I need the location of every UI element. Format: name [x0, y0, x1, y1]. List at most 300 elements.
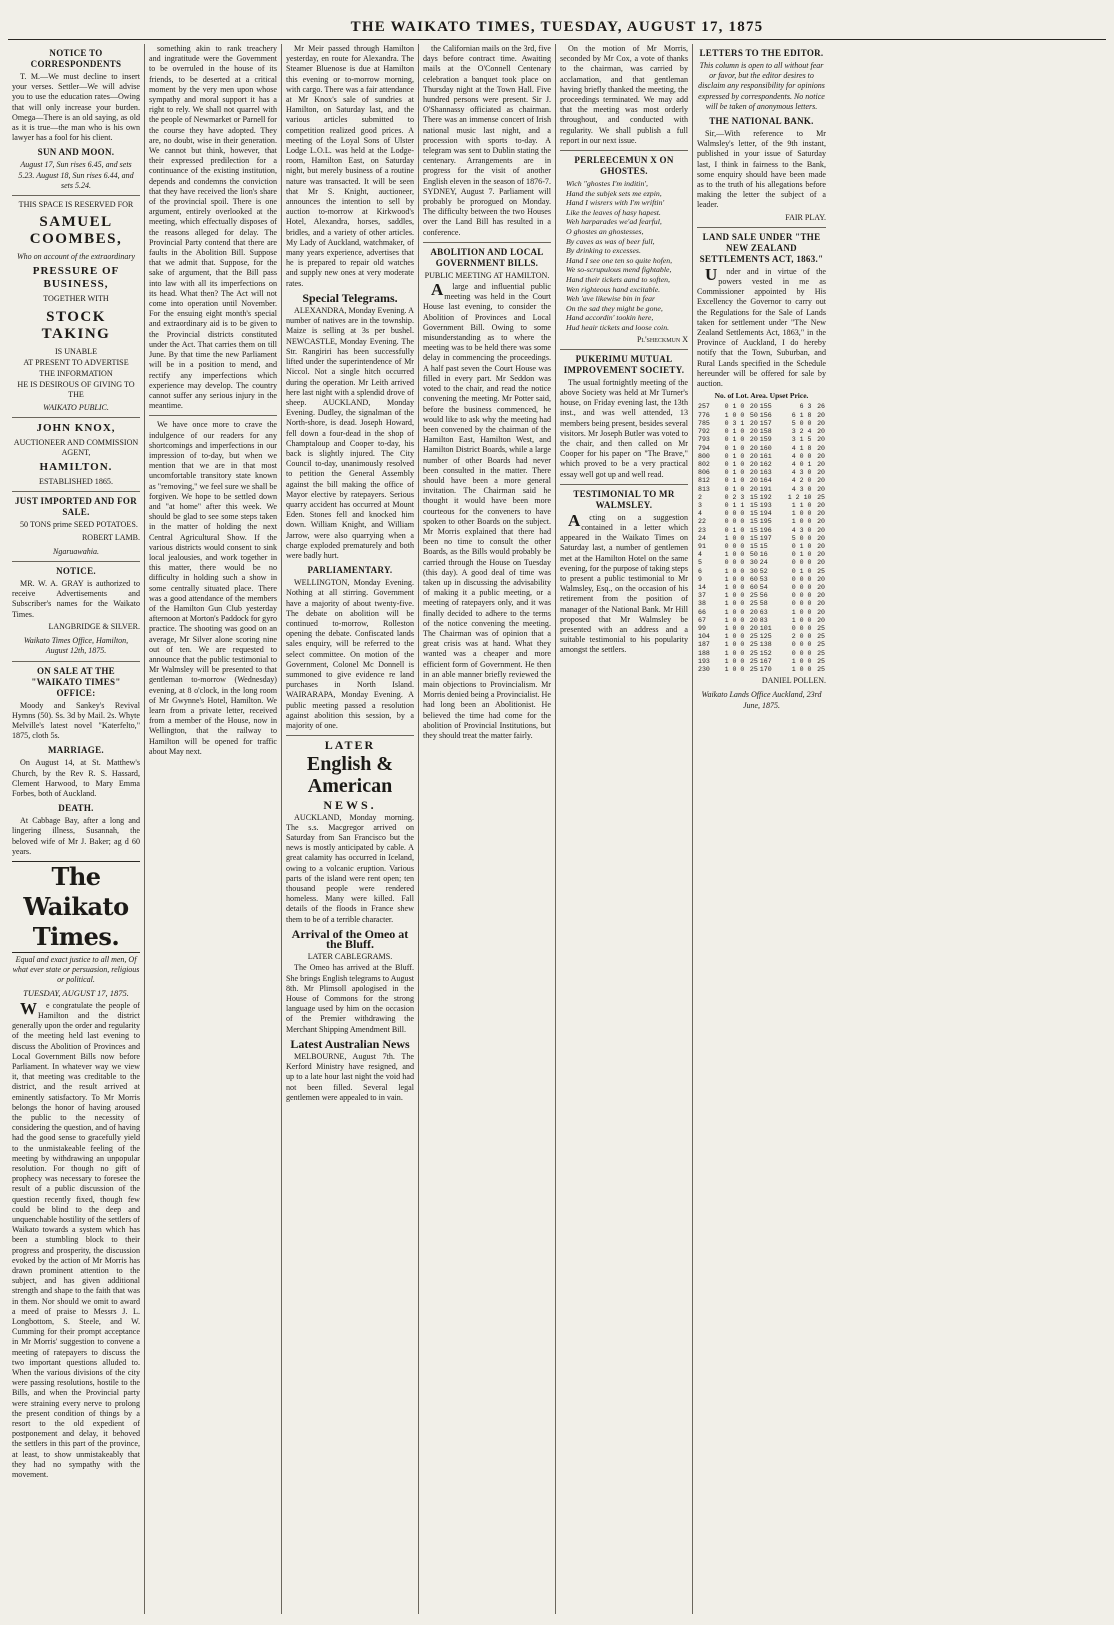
lot-cell: 20: [749, 616, 758, 624]
lot-cell: 0 1 0: [791, 542, 812, 550]
lot-cell: 230: [698, 665, 710, 673]
lot-cell: 4 0 1: [791, 460, 812, 468]
lot-cell: 194: [759, 510, 772, 518]
lot-cell: 20: [817, 436, 825, 444]
lot-cell: 20: [749, 624, 758, 632]
lot-cell: 0 2 3: [724, 493, 745, 501]
ad-information: THE INFORMATION: [39, 369, 113, 379]
lot-cell: 20: [817, 583, 825, 591]
lots-title: No. of Lot. Area. Upset Price.: [714, 391, 809, 401]
lot-cell: 812: [698, 477, 710, 485]
lot-cell: 792: [698, 428, 710, 436]
lot-cell: 158: [759, 428, 772, 436]
lot-cell: 20: [817, 469, 825, 477]
lot-cell: 16: [759, 551, 768, 559]
lot-cell: 20: [817, 460, 825, 468]
lot-cell: 20: [817, 485, 825, 493]
lot-cell: 6: [698, 567, 702, 575]
lot-row: [697, 469, 826, 477]
lot-row: [697, 420, 826, 428]
lands-office-dateline: Waikato Lands Office Auckland, 23rd June, 1875.: [701, 690, 822, 710]
tons-text: 50 TONS prime SEED POTATOES.: [20, 520, 138, 530]
lot-cell: 20: [749, 469, 758, 477]
lot-cell: 1 0 0: [724, 592, 745, 600]
lot-cell: 170: [759, 665, 772, 673]
lot-cell: 1 0 0: [724, 641, 745, 649]
local-news: We have once more to crave the indulgence of our readers for any shortcomings and imperfections in our impression of to-day, but when we mention that we are in that most uncomfortable transitory state known as "removing," we feel sure we shall be forgiven. We hope to be settled down and "at home" after this week. We should be glad to see some steps taken in the matter of holding the next Central Agricultural Show. If the various districts would consent to sink local jealousies, and work together in this matter, there would be no difficulty in holding such a show in some centrally situated place. There was a good attendance of the members of the Hamilton Gun Club yesterday afternoon at Morton's Paddock for gyro practice. The shooting was good on an average, Mr Silver alone scoring nine out of ten. We are requested to announce that the public testimonial to Mr Walmsley will be presented to that gentleman to-morrow (Wednesday) evening, at 8 o'clock, in the long room of Mr Gwynne's Hotel, Hamilton. We learn from a private letter, received from a member of the House, now in Wellington, that the railway to Hamilton will be opened for traffic about May next.: [149, 420, 278, 756]
pukerimu-heading: PUKERIMU MUTUAL IMPROVEMENT SOCIETY.: [563, 353, 685, 375]
lot-row: [697, 502, 826, 510]
lot-cell: 15: [749, 518, 758, 526]
divider: [697, 227, 826, 228]
lot-cell: 20: [817, 518, 825, 526]
telegrams-text: ALEXANDRA, Monday Evening. A number of natives are in the township. Maize is selling at 3s per bushel. NEWCASTLE, Monday Evening. The Str. Rangiriri has been successfully lifted under the superintendence of Mr Niccol. Not a single hitch occurred during the operation. Mr Leith arrived here last night with a splendid drove of sheep. AUCKLAND, Monday Evening. Dudley, the signalman of the North-shore, is dead. Joseph Howard, fell down a four-dead in the shop of Champtaloup and Cooper to-day, his back is slightly injured. The City Council to-day, unanimously resolved to petition the General Assembly against the bill making the office of Mayor elective by ratepayers. Serious quarry accident has occurred at Mount Eden. Stones fell and knocked him down. William Knight, and William Jarrow, were also quarrying when a charge exploded prematurely and both were badly hurt.: [286, 306, 414, 560]
lot-cell: 4 3 0: [791, 485, 812, 493]
ad-pressure: PRESSURE OF BUSINESS,: [32, 265, 120, 291]
lot-cell: 138: [759, 641, 772, 649]
bank-heading: THE NATIONAL BANK.: [709, 116, 814, 127]
lot-row: [697, 568, 826, 576]
lot-cell: 0 1 0: [724, 403, 745, 411]
lot-cell: 25: [749, 665, 758, 673]
lot-cell: 0 0 0: [791, 624, 812, 632]
lot-cell: 157: [759, 419, 772, 427]
lot-cell: 20: [817, 616, 825, 624]
land-sale-text: Under and in virtue of the powers vested in me as Commissioner appointed by His Excellency the Governor to carry out the Regulations for the Sale of Lands taken for settlement under "The New Zealand Settlements Act, 1863," in the Province of Auckland, I do hereby notify that the Town, Suburban, and Rural Lands specified in the Schedule hereunder will be offered for sale by auction.: [697, 264, 826, 389]
divider: [12, 561, 140, 562]
lot-cell: 22: [698, 518, 706, 526]
lot-cell: 30: [749, 559, 758, 567]
lot-cell: 164: [759, 477, 772, 485]
lot-cell: 163: [759, 469, 772, 477]
lot-cell: 159: [759, 436, 772, 444]
lot-cell: 1 0 0: [724, 633, 745, 641]
lot-cell: 1 0 0: [791, 608, 812, 616]
lot-cell: 1 0 0: [724, 608, 745, 616]
lot-cell: 0 0 0: [724, 542, 745, 550]
ad-stock: STOCK TAKING: [41, 308, 111, 342]
death-text: At Cabbage Bay, after a long and lingering illness, Susannah, the beloved wife of Mr J. Baker; ag d 60 years.: [12, 816, 140, 856]
lot-cell: 20: [817, 526, 825, 534]
lot-cell: 1 0 0: [724, 624, 745, 632]
lot-cell: 1 2 10: [787, 493, 812, 501]
divider: [423, 242, 551, 243]
lot-cell: 1 0 0: [724, 616, 745, 624]
ad-knox: JOHN KNOX,: [36, 421, 116, 434]
imported-heading: JUST IMPORTED AND FOR SALE.: [14, 496, 138, 518]
column-2: [145, 44, 282, 1614]
column-4: [419, 44, 556, 1614]
newspaper-nameplate: The Waikato Times.: [12, 861, 140, 953]
lot-cell: 20: [749, 477, 758, 485]
lot-cell: 20: [749, 419, 758, 427]
bank-letter: Sir,—With reference to Mr Walmsley's letter, of the 9th instant, published in your issue of Saturday last, I think in fairness to the Bank, some enquiry should have been made as to the truth of his allegations before making the letter the subject of a leader.: [697, 129, 826, 210]
lot-cell: 0 1 0: [724, 436, 745, 444]
lot-cell: 25: [817, 624, 825, 632]
lot-cell: 4 2 0: [791, 477, 812, 485]
lot-cell: 162: [759, 460, 772, 468]
lot-cell: 99: [698, 624, 706, 632]
later-label: LATER: [324, 738, 376, 753]
lot-cell: 1 0 0: [791, 518, 812, 526]
lot-cell: 0 0 0: [791, 559, 812, 567]
lot-cell: 155: [759, 403, 772, 411]
lot-cell: 15: [749, 493, 758, 501]
lot-cell: 0 0 0: [791, 583, 812, 591]
ad-hamilton: HAMILTON.: [39, 461, 113, 474]
lot-cell: 1 0 0: [724, 649, 745, 657]
lot-cell: 0 0 0: [724, 559, 745, 567]
lot-cell: 20: [817, 575, 825, 583]
lot-cell: 1 0 0: [791, 616, 812, 624]
lot-cell: 25: [817, 665, 825, 673]
lot-cell: 20: [817, 551, 825, 559]
lot-cell: 20: [817, 419, 825, 427]
walmsley-heading: TESTIMONIAL TO MR WALMSLEY.: [573, 488, 675, 510]
lot-cell: 20: [749, 485, 758, 493]
letters-note: This column is open to all without fear or favor, but the editor desires to disclaim any responsibility for opinions expressed by correspondents. No notice will be taken of anonymous letters.: [698, 61, 825, 111]
lot-row: [697, 535, 826, 543]
ad-auctioneer: AUCTIONEER AND COMMISSION AGENT,: [13, 437, 139, 458]
land-sale-heading: LAND SALE UNDER "THE NEW ZEALAND SETTLEMENTS ACT, 1863.": [699, 231, 824, 264]
lot-cell: 794: [698, 444, 710, 452]
lot-cell: 30: [749, 567, 758, 575]
lot-cell: 1 0 0: [724, 583, 745, 591]
lot-cell: 66: [698, 608, 706, 616]
lot-row: [697, 641, 826, 649]
lot-cell: 20: [817, 534, 825, 542]
lot-cell: 1 0 0: [724, 534, 745, 542]
parliamentary-text: WELLINGTON, Monday Evening. Nothing at all stirring. Government have a majority of about twenty-five. The debate on abolition will be continued to-morrow, Rolleston opening the debate. Confiscated lands sales enquiry, will be referred to the select committee. On motion of the Government, Colonel Mc Donnell is summoned to give evidence re land purchases in North Island. WAIRARAPA, Monday Evening. A public meeting passed a resolution against abolition this session, by a majority of one.: [286, 578, 414, 730]
lot-cell: 161: [759, 452, 772, 460]
news-label: NEWS.: [323, 798, 377, 813]
lot-cell: 800: [698, 452, 710, 460]
news-text: AUCKLAND, Monday morning. The s.s. Macgregor arrived on Saturday from San Francisco but the news is mostly anticipated by cable. A great calamity has occurred in Iceland, owing to a volcanic eruption. Various parts of the island were rent open; ten thousand people were rendered homeless. Many were killed. Fall details of the floods in France shew them to be of a terrible character.: [286, 812, 414, 924]
lot-cell: 25: [817, 657, 825, 665]
ad-advertise: AT PRESENT TO ADVERTISE: [23, 357, 129, 367]
lot-cell: 0 1 0: [724, 460, 745, 468]
ghostes-heading: PERLEECEMUN X ON GHOSTES.: [574, 155, 674, 177]
walmsley-text: Acting on a suggestion contained in a letter which appeared in the Waikato Times on Saturday last, a number of gentlemen met at the Hamilton Hotel on the same evening, for the purpose of taking steps to present a public testimonial to Mr Walmsley, Esq., on the occasion of his retirement from the position of manager of the National Bank. Mr Hill proposed that Mr Walmsley be presented with an address and a suitable testimonial to his popularity amongst the settlers.: [560, 510, 688, 655]
local-items: Mr Meir passed through Hamilton yesterday, en route for Alexandra. The Steamer Bluenose is due at Hamilton this evening or to-morrow morning, with cargo. There was a fair attendance at Mr Knox's sale of sundries at Hamilton, on Saturday last, and the various articles submitted to competition realized good prices. A meeting of the Loyal Sons of Ulster Lodge L.O.L. was held at the Lodge-room, Hamilton East, on Saturday night, but merely business of a routine nature was transacted. It will be seen that Mr S. Knight, auctioneer, announces the intention to sell by auction to-morrow at Kirkwood's Hotel, Alexandra, horses, saddles, bridles, and a variety of other articles. My Lady of Auckland, watchmaker, of many years experience, advertises that he is prepared to repair old watches and supply new ones at very moderate rates.: [286, 44, 414, 288]
divider: [12, 417, 140, 418]
lot-row: [697, 551, 826, 559]
pukerimu-text: The usual fortnightly meeting of the above Society was held at Mr Turner's house, on Friday evening last, the 13th inst., and was well attended, 13 members being present, besides several visitors. Mr Joseph Butler was voted to the chair, and then called on Mr Cooper for his paper on "The Brave," which proved to be a very practical essay well got up and well read.: [560, 377, 688, 479]
lot-cell: 0 0 0: [791, 592, 812, 600]
lot-cell: 5 0 0: [791, 419, 812, 427]
ad-public: WAIKATO PUBLIC.: [43, 402, 109, 412]
lot-cell: 1 1 0: [791, 501, 812, 509]
lot-cell: 1 0 0: [724, 411, 745, 419]
lot-cell: 0 1 0: [724, 526, 745, 534]
lot-cell: 15: [759, 542, 768, 550]
lot-cell: 60: [749, 583, 758, 591]
lot-row: [697, 510, 826, 518]
nameplate-motto: Equal and exact justice to all men, Of what ever state or persuasion, religious or political.: [12, 954, 140, 985]
lot-cell: 776: [698, 411, 710, 419]
lot-cell: 1 0 0: [791, 657, 812, 665]
lot-cell: 2: [698, 493, 702, 501]
lot-cell: 20: [817, 444, 825, 452]
lot-cell: 0 0 0: [791, 649, 812, 657]
lot-row: [697, 428, 826, 436]
omeo-subheading: LATER CABLEGRAMS.: [307, 952, 393, 962]
lot-cell: 15: [749, 501, 758, 509]
lot-cell: 23: [698, 526, 706, 534]
death-heading: DEATH.: [58, 803, 94, 814]
divider: [12, 195, 140, 196]
lot-cell: 197: [759, 534, 772, 542]
lot-cell: 3 2 4: [791, 428, 812, 436]
parliamentary-heading: PARLIAMENTARY.: [307, 565, 393, 576]
lot-cell: 15: [749, 526, 758, 534]
lot-cell: 20: [749, 444, 758, 452]
lot-cell: 20: [817, 559, 825, 567]
lot-cell: 4: [698, 551, 702, 559]
ngaruawahia: Ngaruawahia.: [52, 546, 99, 556]
lot-cell: 25: [749, 633, 758, 641]
lot-row: [697, 494, 826, 502]
lot-row: [697, 453, 826, 461]
lot-cell: 101: [759, 624, 772, 632]
lot-cell: 38: [698, 600, 706, 608]
lot-cell: 196: [759, 526, 772, 534]
lot-cell: 0 0 0: [791, 575, 812, 583]
lot-cell: 20: [817, 501, 825, 509]
lot-cell: 20: [749, 428, 758, 436]
divider: [12, 491, 140, 492]
lot-cell: 1 0 0: [724, 551, 745, 559]
lot-cell: 806: [698, 469, 710, 477]
lot-cell: 1 0 0: [791, 665, 812, 673]
lot-cell: 15: [749, 534, 758, 542]
ad-reserved: THIS SPACE IS RESERVED FOR: [18, 200, 134, 210]
lot-cell: 20: [817, 477, 825, 485]
lot-cell: 5 0 0: [791, 534, 812, 542]
lot-cell: 20: [817, 600, 825, 608]
lot-cell: 20: [817, 428, 825, 436]
lot-cell: 20: [817, 608, 825, 616]
lot-cell: 4 1 8: [791, 444, 812, 452]
lot-cell: 15: [749, 510, 758, 518]
australian-heading: Latest Australian News: [290, 1036, 410, 1051]
column-1: [8, 44, 145, 1614]
editorial-text: We congratulate the people of Hamilton and the district generally upon the order and regularity of the meeting held last evening to discuss the Abolition of Provinces and Local Government Bills now before Parliament. In whatever way we view it, that meeting was creditable to the district, and the result arrived at eminently satisfactory. To Mr Morris belongs the honor of having aroused the public to the necessity of considering the question, and of having had the good sense to gracefully yield to the unmistakeable feeling of the meeting by withdrawing an unpopular resolution. For though no gift of prophecy was necessary to foresee the result of a public discussion of the question recently fixed, though few could be blind to the deep and unquenchable hostility of the settlers of Waikato towards a system which has been a stumbling block to their progress and prosperity, the discussion evoked by the action of Mr Morris has drawn prominent attention to the subject, and has given additional strength and shape to the faith that was in them. Nor should we omit to award a meed of praise to Messrs J. L. Longbottom, S. Steele, and W. Cumming for their prompt acceptance in Mr Morris' suggestion to convene a meeting of ratepayers to discuss the two important questions alluded to. When the various divisions of the city were passing resolutions, hostile to the Bills, and when the Provincial party were straining every nerve to prolong the present condition of things by a resort to the old expedient of postponement and delay, it behoved the settlers in this part of the province, at least, to show unmistakeably that they had no sympathy with the movement.: [12, 998, 140, 1480]
lot-cell: 3: [698, 501, 702, 509]
abolition-text: Alarge and influential public meeting was held in the Court House last evening, to consider the Abolition of Provinces and Local Government Bill. Owing to some misunderstanding as to where the meeting was to be held there was some delay in commencing the proceedings. A half past seven the Court House was filled in every part. Mr Seddon was voted to the chair, and read the notice convening the meeting. Mr Potter said, before the business commenced, he would like to ask why the meeting had been convened by the chairman of the Hamilton East, Hamilton West, and Hamilton District Boards, while a large number of other Boards had never been consulted in the matter. There should have been a more general invitation. The Chairman said he thought it would have been more courteous for the conveners to have spoken to other Boards on the subject. Mr Morris explained that there had been no time to consult the other Boards, as the Bills would probably be carried through the House on Tuesday (this day). A good deal of time was taken up in discussing the advisability of making it a public meeting, or a meeting of ratepayers only, and it was finally decided to adhere to the terms of the notice convening the meeting. The Chairman was of opinion that a great crisis was at hand. What they wanted was a cheaper and more efficient form of Government. He then in an able manner briefly reviewed the main objections to Provincialism. Mr Morris denied being a Provincialist. He had long been an Abolitionist. He believed the time had come for the abolition of Provincial Institutions, but they should treat the matter fairly.: [423, 280, 551, 740]
lot-cell: 0 1 0: [724, 485, 745, 493]
lot-cell: 50: [749, 551, 758, 559]
lot-cell: 191: [759, 485, 772, 493]
lot-cell: 4 3 0: [791, 469, 812, 477]
lot-cell: 813: [698, 485, 710, 493]
lot-cell: 9: [698, 575, 702, 583]
lot-cell: 25: [749, 641, 758, 649]
divider: [149, 415, 277, 416]
lot-cell: 0 1 0: [791, 567, 812, 575]
lot-cell: 4 0 0: [791, 452, 812, 460]
lot-cell: 1 0 0: [791, 510, 812, 518]
office-dateline: Waikato Times Office, Hamilton, August 12th, 1875.: [23, 636, 129, 656]
lot-row: [697, 658, 826, 666]
lot-cell: 193: [759, 501, 772, 509]
editorial-continued: something akin to rank treachery and ingratitude were the Government to be overruled in the house of its friends, to be deserted at a critical moment by the very men upon whose sympathy and moral support it has a right to rely. We shall not quarrel with the people of Newmarket or Parnell for the course they have adopted. They are, no doubt, wise in their generation. We cannot but think, however, that their expressed predilection for a continuance of the existing institution, depends and condemns the conviction that they have received the lion's share of the provincial spoil. There is one argument, entirely overlooked at the meeting, which effectually disposes of the reasons alleged for delay. The Provincial Party contend that there are faults in the Abolition Bill. Suppose that we admit that. Suppose, for the sake of argument, that the Bill pass into law with all its imperfections on its head. What then? The Act will not come into operation until November. For the ensuing eight month's special and extraordinary aid is to be given to the Provincial districts constituted under the Act. That carries them on till June. By that time the new Parliament will be in a position to mend, and rectify any imperfections which experience may develop. The country cannot suffer any serious injury in the meantime.: [149, 44, 277, 411]
lot-cell: 25: [749, 600, 758, 608]
column-3: [282, 44, 419, 1614]
lot-row: [697, 666, 826, 674]
poem-signature: Pl'sheckmun X: [636, 334, 688, 344]
lot-cell: 160: [759, 444, 772, 452]
lot-cell: 785: [698, 419, 710, 427]
gray-text: MR. W. A. GRAY is authorized to receive Advertisements and Subscriber's names for the Waikato Times.: [12, 579, 140, 619]
lot-cell: 257: [698, 403, 710, 411]
notice-text: T. M.—We must decline to insert your verses. Settler—We will advise you to use the education rates—Owing that will only increase your burden. Omega—There is an old saying, as old as it is true—the man who is his own lawyer has a fool for his client.: [12, 72, 140, 143]
lot-row: [697, 543, 826, 551]
marriage-text: On August 14, at St. Matthew's Church, by the Rev R. S. Hassard, Clement Harwood, to Mary Emma Forbes, both of Auckland.: [12, 758, 140, 798]
lot-cell: 20: [749, 452, 758, 460]
ad-extraordinary: Who on account of the extraordinary: [16, 252, 136, 262]
lot-cell: 83: [759, 616, 768, 624]
sun-moon-heading: SUN AND MOON.: [37, 147, 115, 158]
abolition-heading: ABOLITION AND LOCAL GOVERNMENT BILLS.: [430, 246, 544, 268]
lot-row: [697, 445, 826, 453]
lot-cell: 60: [749, 575, 758, 583]
lot-cell: 20: [817, 510, 825, 518]
langbridge-signature: LANGBRIDGE & SILVER.: [48, 621, 140, 631]
masthead-title: THE WAIKATO TIMES, TUESDAY, AUGUST 17, 1875: [350, 19, 764, 35]
lot-row: [697, 436, 826, 444]
lot-cell: 25: [817, 633, 825, 641]
lot-cell: 26: [817, 403, 825, 411]
lot-cell: 50: [749, 411, 758, 419]
omeo-heading: Arrival of the Omeo at the Bluff.: [291, 926, 409, 952]
lot-cell: 0 1 0: [724, 428, 745, 436]
lot-cell: 54: [759, 583, 768, 591]
lot-cell: 193: [698, 657, 710, 665]
lot-row: [697, 518, 826, 526]
lot-cell: 24: [759, 559, 768, 567]
lot-cell: 91: [698, 542, 706, 550]
sale-heading: ON SALE AT THE "WAIKATO TIMES" OFFICE:: [31, 665, 121, 698]
marriage-heading: MARRIAGE.: [48, 745, 104, 756]
lot-cell: 802: [698, 460, 710, 468]
lot-cell: 0 1 0: [724, 477, 745, 485]
column-5: [556, 44, 693, 1614]
lot-cell: 15: [749, 542, 758, 550]
lot-cell: 0 1 0: [724, 469, 745, 477]
lot-row: [697, 486, 826, 494]
editorial-dateline: TUESDAY, AUGUST 17, 1875.: [23, 987, 129, 998]
lamb-signature: ROBERT LAMB.: [81, 532, 140, 542]
lot-row: [697, 576, 826, 584]
lot-cell: 1 0 0: [724, 575, 745, 583]
lot-cell: 25: [817, 567, 825, 575]
australian-continued: the Californian mails on the 3rd, five days before contract time. Awaiting mails at the O'Connell Centenary celebration a banquet took place on Thursday night at the Town Hall. Five hundred persons were present. Sir J. O'Shannassy officiated as chairman. There was an immense concert of Irish national music last night, and a procession with sports to-day. A telegram was sent to Dublin stating the centenary. Arrangements are in progress for the visit of another English eleven in the season of 1876-7. SYDNEY, August 7. Parliament will probably be prorogued on Monday. The difficulty between the two Houses over the Land Bill has resulted in a conference.: [423, 44, 551, 237]
divider: [560, 150, 688, 151]
lot-cell: 192: [759, 493, 772, 501]
lot-row: [697, 403, 826, 411]
lot-cell: 1 0 0: [724, 567, 745, 575]
masthead: [8, 6, 1106, 40]
ad-desirous: HE IS DESIROUS OF GIVING TO THE: [17, 380, 135, 400]
abolition-subheading: PUBLIC MEETING AT HAMILTON.: [424, 270, 550, 280]
lot-cell: 5: [698, 559, 702, 567]
lot-cell: 1 0 0: [724, 665, 745, 673]
english-american-heading: English & American: [306, 753, 394, 798]
lot-cell: 0 0 0: [724, 510, 745, 518]
ad-unable: IS UNABLE: [54, 346, 98, 356]
lot-cell: 14: [698, 583, 706, 591]
lot-cell: 104: [698, 633, 710, 641]
lot-cell: 0 0 0: [791, 641, 812, 649]
notice2-heading: NOTICE.: [56, 566, 96, 577]
ad-coombes: SAMUEL COOMBES,: [29, 214, 123, 248]
lot-row: [697, 584, 826, 592]
lot-cell: 156: [759, 411, 772, 419]
lot-row: [697, 559, 826, 567]
lot-cell: 0 1 0: [724, 444, 745, 452]
lot-cell: 56: [759, 592, 768, 600]
bank-signature: FAIR PLAY.: [785, 212, 826, 222]
column-6: [693, 44, 830, 1614]
lot-cell: 195: [759, 518, 772, 526]
lot-cell: 2 0 0: [791, 633, 812, 641]
lot-cell: 20: [749, 436, 758, 444]
lot-cell: 6 3: [799, 403, 812, 411]
lot-cell: 4 3 0: [791, 526, 812, 534]
pollen-signature: DANIEL POLLEN.: [761, 676, 826, 686]
lot-cell: 0 0 0: [724, 518, 745, 526]
notice-heading: NOTICE TO CORRESPONDENTS: [30, 48, 122, 69]
ghostes-poem: Wich "ghostes I'm inditin', Hand the subjek sets me ezpin, Hand I wisrers with I'm wriftin' Like the leaves of hasy hapest. Weh harparades we'ad fearful, O ghostes an ghostesses, By caves as was of beer full, By drinking to excesses. Hand I see one ten so quite hofen, We so-scrupulous mend fightable, Hand their tickets aand to soften, Wen righteous hand excitable. Weh 'ave likewise bin in fear On the sad they might be gone, Hand accordin' tookin here, Hud heair tickets and loose coin.: [566, 179, 673, 332]
lot-row: [697, 609, 826, 617]
lot-cell: 25: [817, 649, 825, 657]
columns: [8, 44, 1106, 1614]
lot-cell: 4: [698, 510, 702, 518]
lot-cell: 25: [749, 657, 758, 665]
omeo-text: The Omeo has arrived at the Bluff. She brings English telegrams to August 8th. Mr Plimsoll apologised in the House of Commons for the strong language used by him on the occasion of the Premier withdrawing the Merchant Shipping Amendment Bill.: [286, 963, 414, 1034]
lot-cell: 1 0 0: [724, 600, 745, 608]
lots-table: [697, 403, 826, 674]
lot-cell: 188: [698, 649, 710, 657]
lot-row: [697, 461, 826, 469]
lot-cell: 20: [817, 452, 825, 460]
lot-row: [697, 633, 826, 641]
lot-cell: 20: [749, 460, 758, 468]
lot-row: [697, 625, 826, 633]
lot-row: [697, 527, 826, 535]
lot-cell: 0 1 1: [724, 501, 745, 509]
lot-cell: 0 1 0: [791, 551, 812, 559]
lot-cell: 0 0 0: [791, 600, 812, 608]
lot-cell: 37: [698, 592, 706, 600]
lot-cell: 25: [749, 649, 758, 657]
lot-cell: 24: [698, 534, 706, 542]
ad-established: ESTABLISHED 1865.: [39, 477, 113, 487]
telegrams-heading: Special Telegrams.: [302, 290, 398, 305]
lot-cell: 25: [817, 493, 825, 501]
divider: [12, 661, 140, 662]
lot-cell: 58: [759, 600, 768, 608]
lot-cell: 152: [759, 649, 772, 657]
divider: [560, 484, 688, 485]
lot-cell: 25: [749, 592, 758, 600]
lot-row: [697, 592, 826, 600]
lot-row: [697, 617, 826, 625]
lot-cell: 0 1 0: [724, 452, 745, 460]
lot-cell: 125: [759, 633, 772, 641]
meeting-conclusion: On the motion of Mr Morris, seconded by Mr Cox, a vote of thanks to the chairman, was carried by acclamation, and that gentleman having briefly thanked the meeting, the proceedings terminated. We may add that the meeting was most orderly throughout, and conducted with regularity. We shall publish a full report in our next issue.: [560, 44, 688, 145]
